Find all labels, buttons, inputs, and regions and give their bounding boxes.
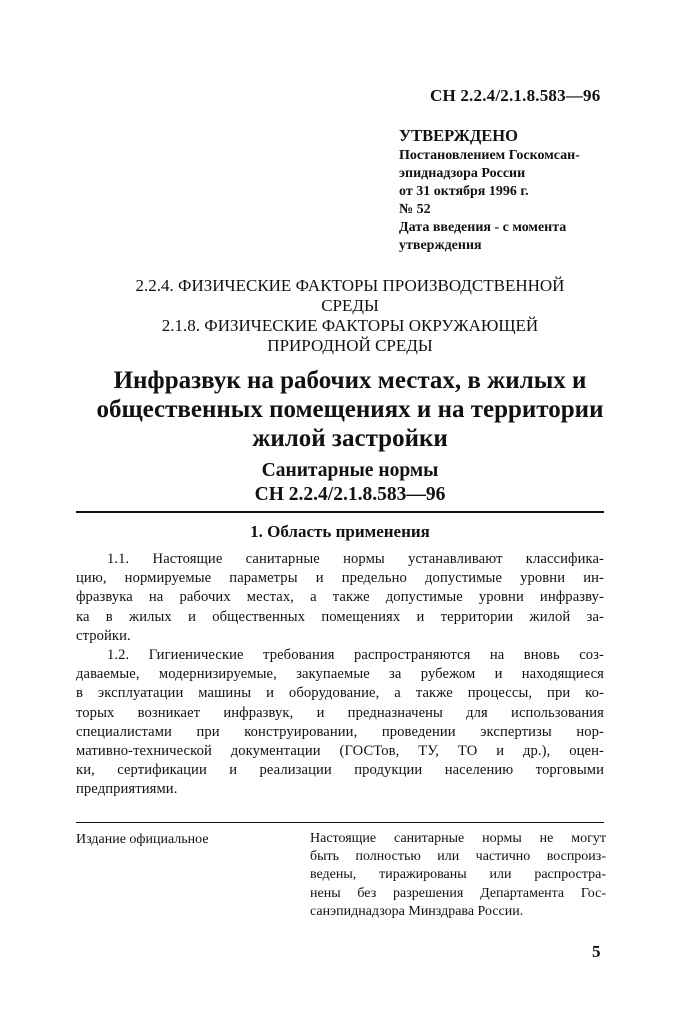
approval-line: Постановлением Госкомсан- xyxy=(399,148,580,163)
title-line: общественных помещениях и на территории xyxy=(96,396,604,423)
paragraph-line: 1.2. Гигиенические требования распространяются на вновь соз- xyxy=(107,647,604,664)
section-heading-line: СРЕДЫ xyxy=(321,296,379,315)
paragraph-line: предприятиями. xyxy=(76,781,178,798)
paragraph-line: стройки. xyxy=(76,627,131,644)
approval-line: утверждения xyxy=(399,238,482,253)
approval-label: УТВЕРЖДЕНО xyxy=(399,126,518,145)
copyright-line: санэпиднадзора Минздрава России. xyxy=(310,903,524,919)
copyright-line: Настоящие санитарные нормы не могут xyxy=(310,831,606,846)
paragraph-line: цию, нормируемые параметры и предельно допустимые уровни ин- xyxy=(76,570,604,587)
paragraph-line: фразвука на рабочих местах, а также допустимые уровни инфразву- xyxy=(76,589,604,606)
paragraph-line: торых возникает инфразвук, и предназначены для использования xyxy=(76,704,604,721)
copyright-note xyxy=(310,830,606,921)
title-line: жилой застройки xyxy=(252,425,448,452)
section-title: 1. Область применения xyxy=(250,522,430,541)
paragraph-line: ки, сертификации и реализации продукции населению торговыми xyxy=(76,762,604,779)
paragraph-line: 1.1. Настоящие санитарные нормы устанавливают классифика- xyxy=(107,551,604,567)
norms-subtitle: Санитарные нормы xyxy=(261,460,439,481)
approval-block xyxy=(399,127,629,255)
section-heading-line: 2.2.4. ФИЗИЧЕСКИЕ ФАКТОРЫ ПРОИЗВОДСТВЕННОЙ xyxy=(135,276,565,295)
copyright-line: нены без разрешения Департамента Гос- xyxy=(310,885,606,901)
approval-line: Дата введения - с момента xyxy=(399,220,567,235)
paragraph-line: мативно-технической документации (ГОСТов, ТУ, ТО и др.), оцен- xyxy=(76,743,604,760)
paragraph-line: специалистами при конструировании, проведении экспертизы нор- xyxy=(76,723,604,740)
divider-bottom xyxy=(76,822,604,823)
paragraph-line: в эксплуатации машины и оборудование, а также процессы, при ко- xyxy=(76,685,604,702)
page-number: 5 xyxy=(592,942,601,961)
divider-top xyxy=(76,511,604,513)
document-code: СН 2.2.4/2.1.8.583—96 xyxy=(430,86,601,105)
approval-line: эпиднадзора России xyxy=(399,166,526,181)
paragraph-line: ка в жилых и общественных помещениях и территории жилой за- xyxy=(76,608,604,625)
paragraph-line: даваемые, модернизируемые, закупаемые за рубежом и находящиеся xyxy=(76,666,604,683)
official-edition-note: Издание официальное xyxy=(76,832,209,847)
section-body xyxy=(76,550,604,800)
norms-heading xyxy=(150,459,550,507)
section-headings xyxy=(90,276,610,356)
section-heading-line: ПРИРОДНОЙ СРЕДЫ xyxy=(267,336,433,355)
section-heading-line: 2.1.8. ФИЗИЧЕСКИЕ ФАКТОРЫ ОКРУЖАЮЩЕЙ xyxy=(161,316,539,335)
approval-line: от 31 октября 1996 г. xyxy=(399,184,529,199)
norms-code: СН 2.2.4/2.1.8.583—96 xyxy=(254,484,446,505)
approval-line: № 52 xyxy=(399,202,431,217)
document-title xyxy=(80,366,620,453)
title-line: Инфразвук на рабочих местах, в жилых и xyxy=(113,367,587,394)
copyright-line: ведены, тиражированы или распростра- xyxy=(310,867,606,883)
copyright-line: быть полностью или частично воспроиз- xyxy=(310,849,606,865)
